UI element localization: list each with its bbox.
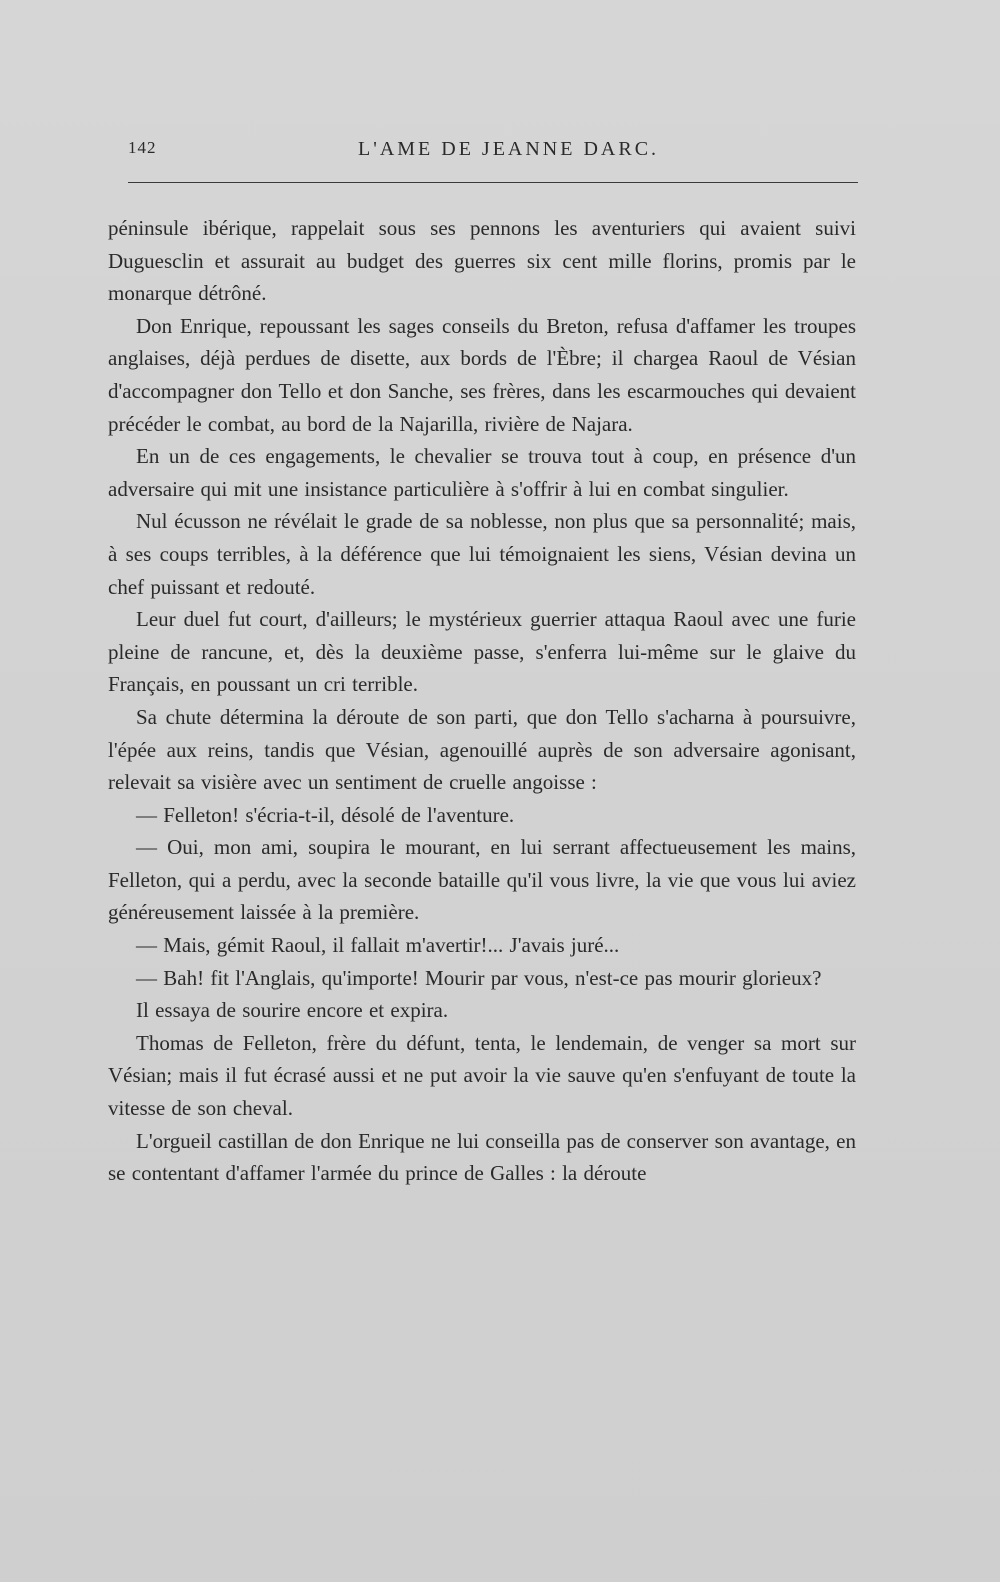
paragraph: Thomas de Felleton, frère du défunt, tenta, le lendemain, de venger sa mort sur Vésian; mais il fut écrasé aussi et ne put avoir la vie sauve qu'en s'enfuyant de toute la vitesse de son cheval.: [108, 1030, 856, 1121]
paragraph: Sa chute détermina la déroute de son parti, que don Tello s'acharna à poursuivre, l'épée aux reins, tandis que Vésian, agenouillé auprès de son adversaire agonisant, relevait sa visière avec un sentiment de cruelle angoisse :: [108, 704, 856, 795]
paragraph: — Bah! fit l'Anglais, qu'importe! Mourir par vous, n'est-ce pas mourir glorieux?: [136, 965, 822, 990]
paragraph: — Felleton! s'écria-t-il, désolé de l'aventure.: [136, 802, 515, 827]
paragraph: — Mais, gémit Raoul, il fallait m'avertir!... J'avais juré...: [136, 933, 620, 958]
paragraph: Il essaya de sourire encore et expira.: [136, 998, 449, 1023]
paragraph: Don Enrique, repoussant les sages conseils du Breton, refusa d'affamer les troupes anglaises, déjà perdues de disette, aux bords de l'Èbre; il chargea Raoul de Vésian d'accompagner don Tello et don Sanche, ses frères, dans les escarmouches qui devaient précéder le combat, au bord de la Najarilla, rivière de Najara.: [108, 313, 856, 436]
header-rule: [128, 182, 858, 183]
paragraph: péninsule ibérique, rappelait sous ses pennons les aventuriers qui avaient suivi Duguesclin et assurait au budget des guerres six cent mille florins, promis par le monarque détrôné.: [108, 216, 856, 306]
running-head: [128, 138, 858, 168]
paragraph: L'orgueil castillan de don Enrique ne lui conseilla pas de conserver son avantage, en se contentant d'affamer l'armée du prince de Galles : la déroute: [108, 1128, 856, 1186]
paragraph: Leur duel fut court, d'ailleurs; le mystérieux guerrier attaqua Raoul avec une furie pleine de rancune, et, dès la deuxième passe, s'enferra lui-même sur le glaive du Français, en poussant un cri terrible.: [108, 607, 856, 697]
paragraph: En un de ces engagements, le chevalier se trouva tout à coup, en présence d'un adversaire qui mit une insistance particulière à s'offrir à lui en combat singulier.: [108, 444, 856, 501]
running-title: L'AME DE JEANNE DARC.: [358, 138, 660, 160]
text-body: [108, 212, 856, 1190]
paragraph: Nul écusson ne révélait le grade de sa noblesse, non plus que sa personnalité; mais, à ses coups terribles, à la déférence que lui témoignaient les siens, Vésian devina un chef puissant et redouté.: [108, 509, 856, 599]
page-number: 142: [128, 138, 157, 157]
paragraph: — Oui, mon ami, soupira le mourant, en lui serrant affectueusement les mains, Felleton, qui a perdu, avec la seconde bataille qu'il vous livre, la vie que vous lui aviez généreusement laissée à la première.: [108, 835, 856, 925]
